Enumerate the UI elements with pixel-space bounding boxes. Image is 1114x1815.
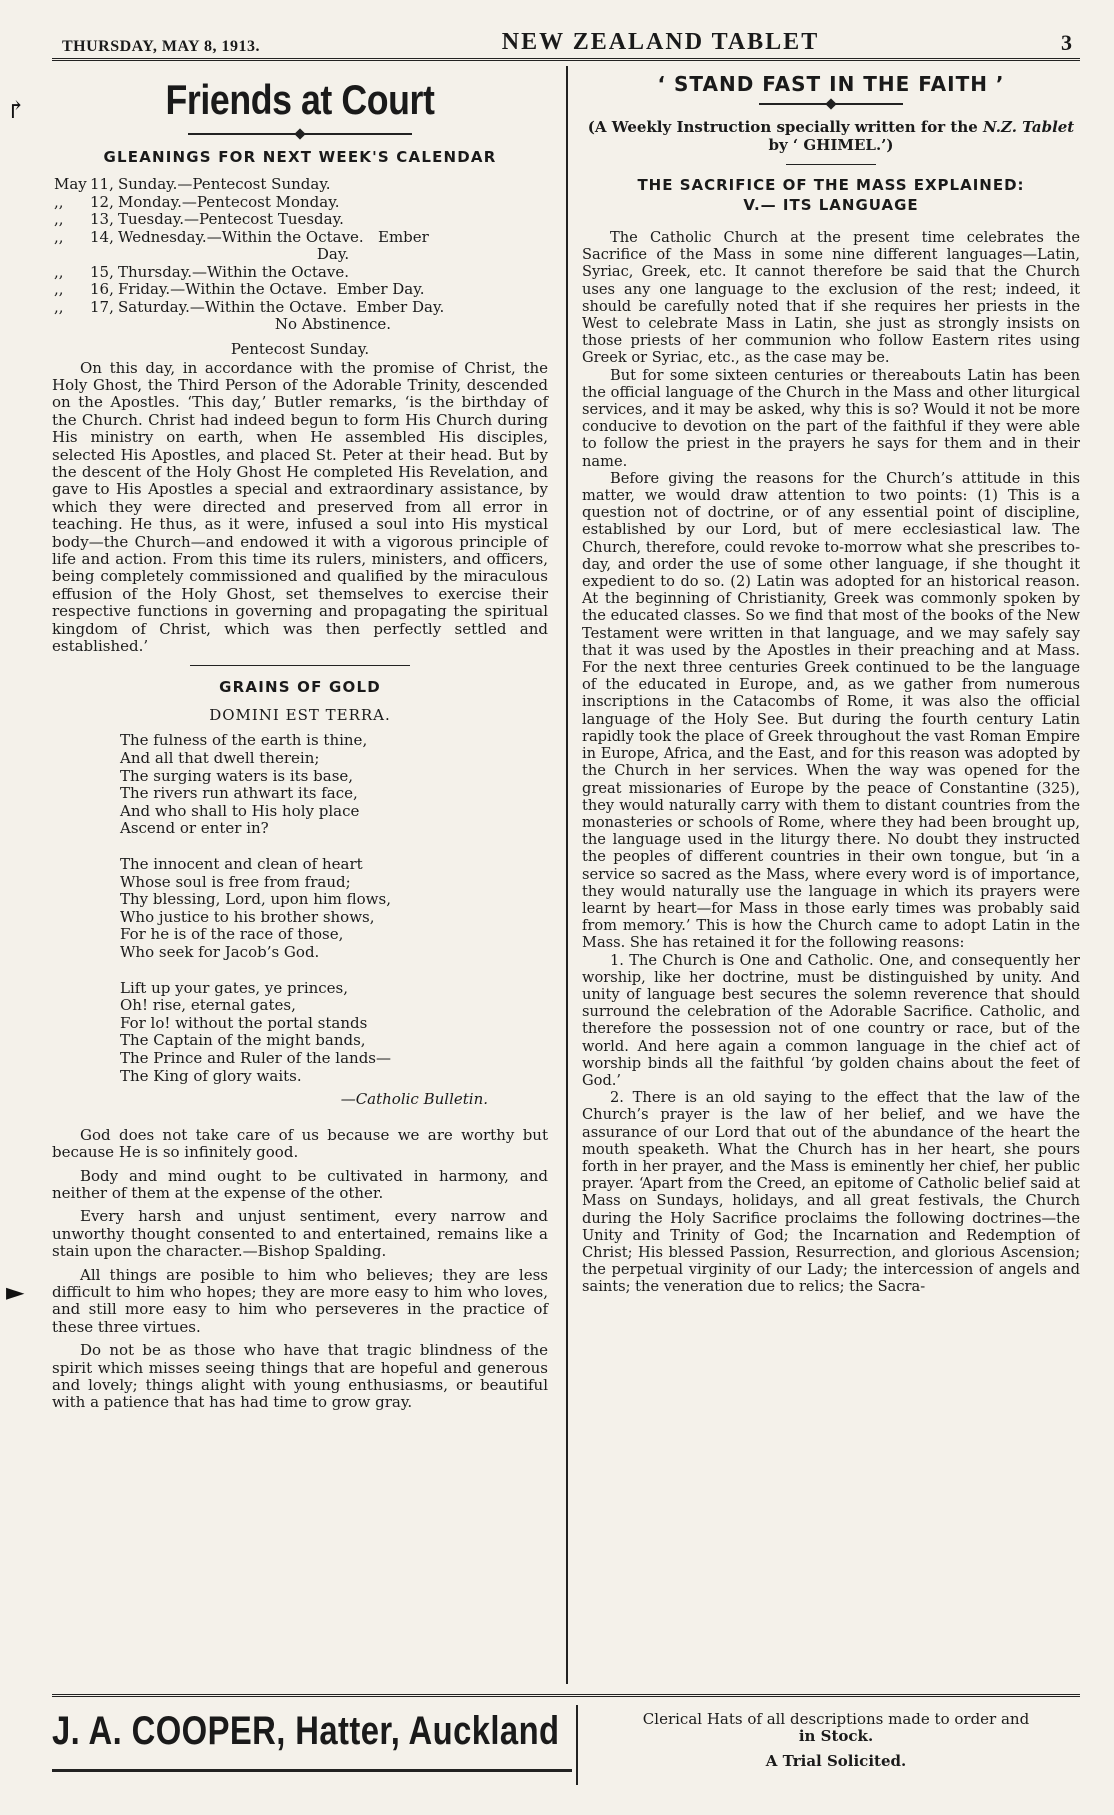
calendar-month: ,,: [54, 210, 64, 228]
calendar-entry: [54, 176, 548, 194]
calendar-entry: [54, 264, 548, 282]
calendar-day: 15,: [90, 262, 114, 281]
poem-line: For lo! without the portal stands: [120, 1013, 368, 1032]
aphorisms: [52, 1127, 548, 1412]
article-paragraph: The Catholic Church at the present time celebrates the Sacrifice of the Mass in some nine different languages—Latin, Syriac, Greek, etc. It cannot therefore be said that the Church uses any one language to the exclusion of the rest; indeed, it should be carefully noted that if she requires her priests in the West to celebrate Mass in Latin, she just as strongly insists on those priests of her communion who follow Eastern rites using Greek or Syriac, etc., as the case may be.: [582, 229, 1080, 367]
newspaper-page: [52, 26, 1080, 1796]
section-title: Friends at Court: [165, 76, 435, 123]
ad-underline: [52, 1769, 572, 1772]
calendar-day: 17,: [90, 297, 114, 316]
poem-line: Whose soul is free from fraud;: [120, 872, 351, 891]
calendar-entry: [54, 194, 548, 212]
poem-line: Ascend or enter in?: [120, 819, 269, 838]
calendar-month: ,,: [54, 227, 64, 246]
article-heading: THE SACRIFICE OF THE MASS EXPLAINED: V.— ITS LANGUAGE: [637, 176, 1025, 214]
margin-pointer-mark: ►: [6, 1278, 25, 1306]
margin-pointer-mark: ↱: [6, 96, 27, 124]
calendar-continuation: No Abstinence.: [274, 315, 392, 333]
calendar-text: Thursday.—Within the Octave.: [118, 262, 349, 281]
calendar-list: [54, 176, 548, 334]
article-paragraph: 2. There is an old saying to the effect that the law of the Church’s prayer is the law of her belief, and we have the assurance of our Lord that out of the abundance of the heart the mouth speaketh. What the Church has in her heart, she pours forth in her prayer, and the Mass is eminently her chief, her public prayer. ‘Apart from the Creed, an epitome of Catholic belief said at Mass on Sundays, holidays, and all great festivals, the Church during the Holy Sacrifice proclaims the following doctrines—the Unity and Trinity of God; the Incarnation and Redemption of Christ; His blessed Passion, Resurrection, and glorious Ascension; the perpetual virginity of our Lady; the intercession of angels and saints; the veneration due to relics; the Sacra-: [582, 1089, 1080, 1296]
calendar-day: 14,: [90, 227, 114, 246]
calendar-day: 16,: [90, 280, 114, 298]
calendar-text: Saturday.—Within the Octave. Ember Day.: [118, 297, 445, 316]
column-rule: [566, 66, 568, 1684]
calendar-text: Friday.—Within the Octave. Ember Day.: [118, 280, 425, 298]
poem-line: Thy blessing, Lord, upon him flows,: [120, 890, 391, 909]
poem: [120, 732, 548, 1108]
ad-divider: [576, 1705, 578, 1785]
article-paragraph: Before giving the reasons for the Church’s attitude in this matter, we would draw attention to two points: (1) This is a question not of doctrine, or of any essential point of discipline, established by our Lord, but of mere ecclesiastical law. The Church, therefore, could revoke to-morrow what she prescribes to-day, and order the use of some other language, if she thought it expedient to do so. (2) Latin was adopted for an historical reason. At the beginning of Christianity, Greek was commonly spoken by the educated classes. So we find that most of the books of the New Testament were written in that language, and we may safely say that it was used by the Apostles in their preaching and at Mass. For the next three centuries Greek continued to be the language of the educated in Europe, and, as we gather from numerous inscriptions in the Catacombs of Rome, it was also the official language of the Holy See. But during the fourth century Latin rapidly took the place of Greek throughout the vast Roman Empire in Europe, Africa, and the East, and for this reason was adopted by the Church in her services. When the way was opened for the great missionaries of Europe by the peace of Constantine (325), they would naturally carry with them to distant countries from the monasteries or schools of Rome, where they had been brought up, the language used in the liturgy there. No doubt they instructed the peoples of different countries in their own tongue, but ‘in a service so sacred as the Mass, where every word is of importance, they would naturally use the language in which its prayers were learnt by heart—for Mass in those early times was probably said from memory.’ This is how the Church came to adopt Latin in the Mass. She has retained it for the following reasons:: [582, 469, 1080, 952]
aphorism-paragraph: All things are posible to him who believes; they are less difficult to him who hopes; they are more easy to him who loves, and still more easy to him who perseveres in the practice of these three virtues.: [52, 1265, 548, 1336]
aphorism-paragraph: Every harsh and unjust sentiment, every narrow and unworthy thought consented to and entertained, remains like a stain upon the character.—Bishop Spalding.: [52, 1207, 548, 1261]
aphorism-paragraph: Body and mind ought to be cultivated in harmony, and neither of them at the expense of the other.: [52, 1166, 548, 1202]
masthead: [52, 26, 1080, 61]
calendar-entry: [54, 281, 548, 299]
grains-heading: GRAINS OF GOLD: [219, 678, 381, 697]
calendar-month: ,,: [54, 297, 64, 316]
ad-text: Clerical Hats of all descriptions made to order and in Stock. A Trial Solicited.: [642, 1710, 1030, 1770]
pentecost-article: On this day, in accordance with the promise of Christ, the Holy Ghost, the Third Person of the Adorable Trinity, descended on the Apostles. ‘This day,’ Butler remarks, ‘is the birthday of the Church. Christ had indeed begun to form His Church during His ministry on earth, when He assembled His disciples, selected His Apostles, and placed St. Peter at their head. But by the descent of the Holy Ghost He completed His Revelation, and gave to His Apostles a special and extraordinary assistance, by which they were directed and preserved from all error in teaching. He thus, as it were, infused a soul into His mystical body—the Church—and endowed it with a vigorous principle of life and action. From this time its rulers, ministers, and officers, being completely commissioned and qualified by the miraculous effusion of the Holy Ghost, set themselves to exercise their respective functions in governing and propagating the spiritual kingdom of Christ, which was then perfectly settled and established.’: [52, 358, 548, 655]
calendar-entry: [54, 299, 548, 317]
calendar-day: 11,: [90, 175, 114, 193]
calendar-entry: [54, 211, 548, 229]
calendar-month: ,,: [54, 262, 64, 281]
calendar-heading: GLEANINGS FOR NEXT WEEK'S CALENDAR: [103, 148, 497, 166]
right-column: [574, 66, 1080, 1684]
calendar-entry: [54, 229, 548, 247]
poem-line: Who seek for Jacob’s God.: [120, 942, 320, 961]
poem-stanza: [120, 856, 548, 962]
calendar-month: ,,: [54, 192, 64, 211]
short-rule: [786, 164, 876, 165]
poem-title: DOMINI EST TERRA.: [209, 706, 391, 725]
poem-line: And all that dwell therein;: [120, 749, 320, 767]
columns: [52, 66, 1080, 1684]
poem-stanza: [120, 980, 548, 1086]
section-rule: [190, 665, 410, 666]
advertiser-name: J. A. COOPER, Hatter, Auckland: [52, 1709, 560, 1753]
aphorism-paragraph: Do not be as those who have that tragic blindness of the spirit which misses seeing things that are hopeful and generous and lovely; things alight with young enthusiasms, or beautiful with a patience that has had time to grow gray.: [52, 1341, 548, 1412]
calendar-month: May: [54, 175, 87, 193]
poem-line: The fulness of the earth is thine,: [120, 731, 368, 750]
left-column: [52, 66, 560, 1684]
calendar-text: Monday.—Pentecost Monday.: [118, 192, 340, 211]
page-number: 3: [1060, 30, 1072, 55]
ornament-divider: [52, 130, 548, 138]
calendar-month: ,,: [54, 280, 64, 298]
ornament-divider: [582, 100, 1080, 108]
poem-line: Who justice to his brother shows,: [120, 907, 375, 926]
aphorism-paragraph: God does not take care of us because we are worthy but because He is so infinitely good.: [52, 1125, 548, 1162]
article-paragraph: 1. The Church is One and Catholic. One, and consequently her worship, like her doctrine, must be distinguished by unity. And unity of language best secures the solemn reverence that should surround the celebration of the Adorable Sacrifice. Catholic, and therefore the possession not of one country or race, but of the world. And here again a common language in the chief act of worship binds all the faithful ‘by golden chains about the feet of God.’: [582, 951, 1080, 1089]
poem-line: And who shall to His holy place: [120, 801, 360, 820]
poem-line: The Captain of the might bands,: [120, 1031, 366, 1050]
poem-line: The innocent and clean of heart: [120, 854, 363, 873]
calendar-day: 13,: [90, 210, 114, 228]
article-paragraph: But for some sixteen centuries or thereabouts Latin has been the official language of the Church in the Mass and other liturgical services, and it may be asked, why this is so? Would it not be more conducive to devotion on the part of the faithful if they were able to follow the priest in the prayers he says for them and in their name.: [582, 366, 1080, 470]
calendar-day: 12,: [90, 192, 114, 211]
poem-stanza: [120, 732, 548, 838]
calendar-text: Tuesday.—Pentecost Tuesday.: [118, 210, 344, 228]
poem-line: For he is of the race of those,: [120, 925, 344, 944]
poem-line: The surging waters is its base,: [120, 766, 354, 785]
instruction-byline: (A Weekly Instruction specially written for the N.Z. Tablet by ‘ GHIMEL.’): [587, 118, 1075, 154]
poem-credit: —Catholic Bulletin.: [340, 1090, 488, 1109]
poem-line: The King of glory waits.: [120, 1066, 302, 1085]
advertisement-footer: [52, 1694, 1080, 1797]
pentecost-heading: Pentecost Sunday.: [230, 339, 370, 358]
paper-name: NEW ZEALAND TABLET: [501, 29, 820, 55]
calendar-text: Wednesday.—Within the Octave. Ember: [118, 227, 429, 246]
issue-date: THURSDAY, MAY 8, 1913.: [62, 38, 260, 55]
poem-line: Oh! rise, eternal gates,: [120, 996, 296, 1015]
poem-line: The Prince and Ruler of the lands—: [120, 1048, 392, 1067]
poem-line: Lift up your gates, ye princes,: [120, 978, 349, 997]
calendar-text: Sunday.—Pentecost Sunday.: [118, 175, 331, 193]
calendar-continuation: Day.: [316, 245, 350, 263]
instruction-title: ‘ STAND FAST IN THE FAITH ’: [657, 72, 1005, 96]
poem-line: The rivers run athwart its face,: [120, 784, 358, 803]
